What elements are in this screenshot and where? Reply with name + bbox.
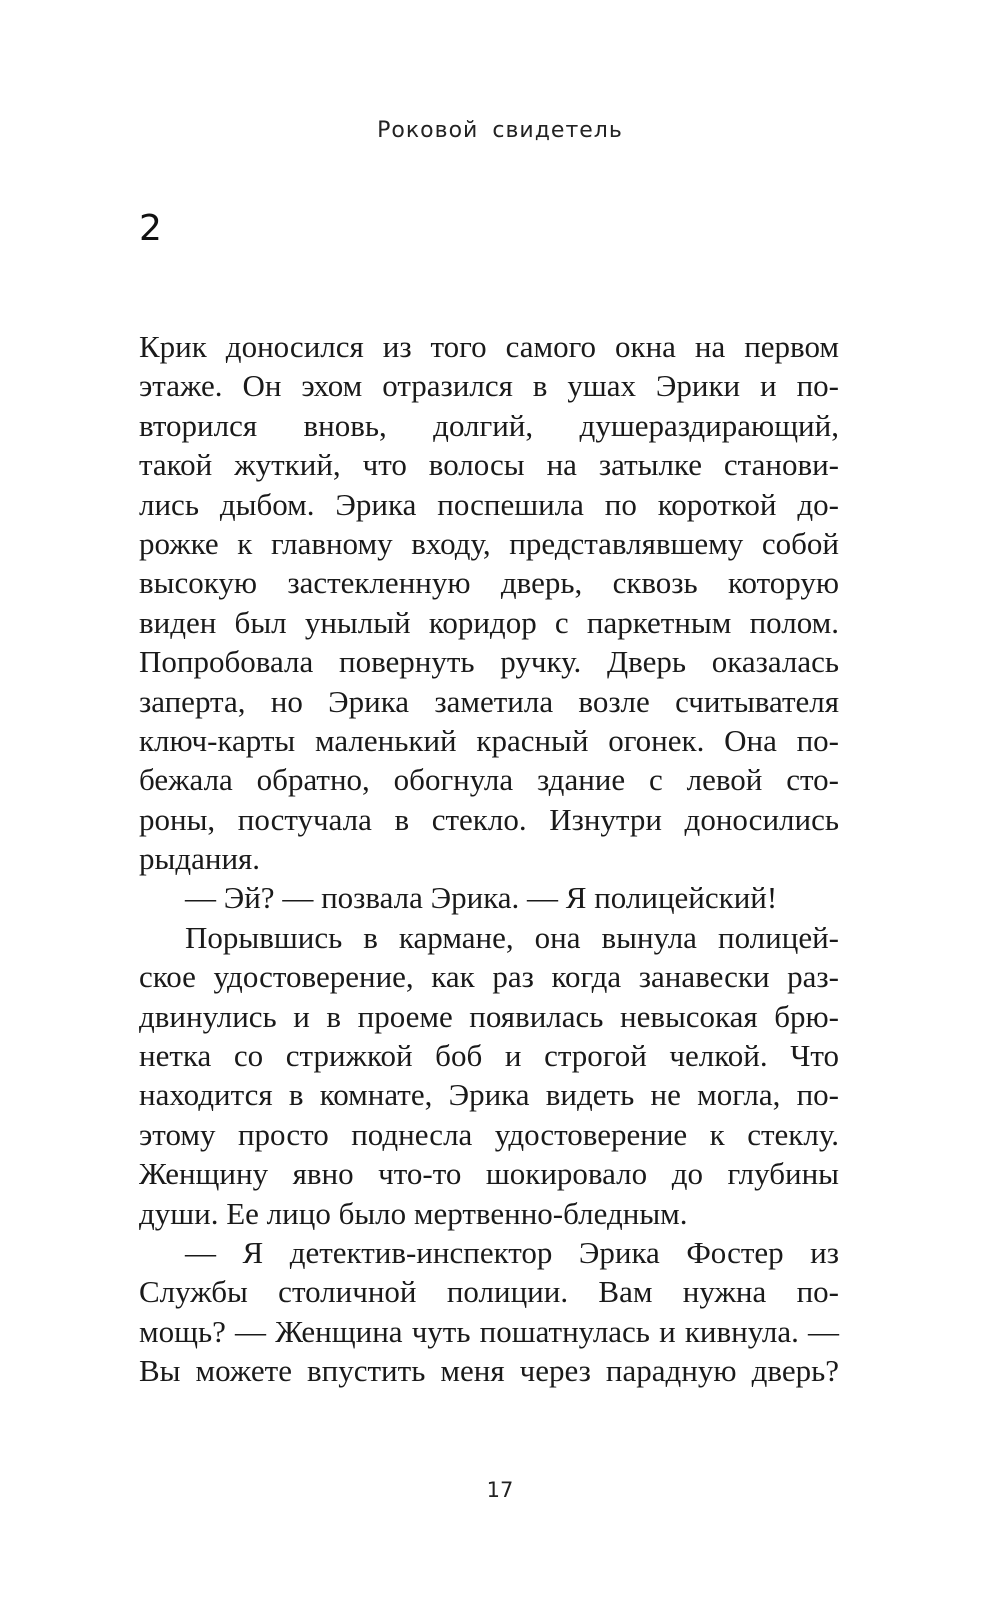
- running-head: Роковой свидетель: [377, 118, 623, 143]
- text-line: ское удостоверение, как раз когда занавески раз-: [139, 959, 839, 995]
- text-line: этаже. Он эхом отразился в ушах Эрики и по-: [139, 368, 839, 404]
- text-line: виден был унылый коридор с паркетным полом.: [139, 604, 839, 640]
- text-line: — Эй? — позвала Эрика. — Я полицейский!: [185, 880, 778, 916]
- text-line: души. Ее лицо было мертвенно-бледным.: [139, 1195, 688, 1231]
- text-line: рожке к главному входу, представлявшему собой: [139, 525, 839, 561]
- text-line: нетка со стрижкой боб и строгой челкой. Что: [139, 1038, 839, 1074]
- text-line: Вы можете впустить меня через парадную дверь?: [139, 1353, 839, 1389]
- text-line: Службы столичной полиции. Вам нужна по-: [139, 1274, 839, 1310]
- text-line: ключ-карты маленький красный огонек. Она по-: [139, 722, 839, 758]
- text-line: — Я детектив-инспектор Эрика Фостер из: [185, 1234, 839, 1270]
- text-line: рыдания.: [139, 841, 261, 877]
- text-line: этому просто поднесла удостоверение к стеклу.: [139, 1116, 839, 1152]
- page-number: 17: [486, 1478, 514, 1502]
- text-line: мощь? — Женщина чуть пошатнулась и кивнула. —: [139, 1313, 839, 1349]
- body-text: [139, 327, 839, 1391]
- text-line: вторился вновь, долгий, душераздирающий,: [139, 407, 839, 443]
- text-line: роны, постучала в стекло. Изнутри доносились: [139, 801, 839, 837]
- text-line: Попробовала повернуть ручку. Дверь оказалась: [139, 644, 839, 680]
- text-line: бежала обратно, обогнула здание с левой сто-: [139, 762, 839, 798]
- text-line: высокую застекленную дверь, сквозь которую: [139, 565, 839, 601]
- text-line: лись дыбом. Эрика поспешила по короткой до-: [139, 486, 839, 522]
- text-line: находится в комнате, Эрика видеть не могла, по-: [139, 1077, 839, 1113]
- text-line: Женщину явно что-то шокировало до глубины: [139, 1156, 839, 1192]
- text-line: двинулись и в проеме появилась невысокая брю-: [139, 998, 839, 1034]
- text-line: Порывшись в кармане, она вынула полицей-: [185, 919, 839, 955]
- text-line: Крик доносился из того самого окна на первом: [139, 329, 839, 364]
- text-line: заперта, но Эрика заметила возле считывателя: [139, 683, 839, 719]
- chapter-number: 2: [139, 208, 162, 249]
- text-line: такой жуткий, что волосы на затылке станови-: [139, 447, 839, 483]
